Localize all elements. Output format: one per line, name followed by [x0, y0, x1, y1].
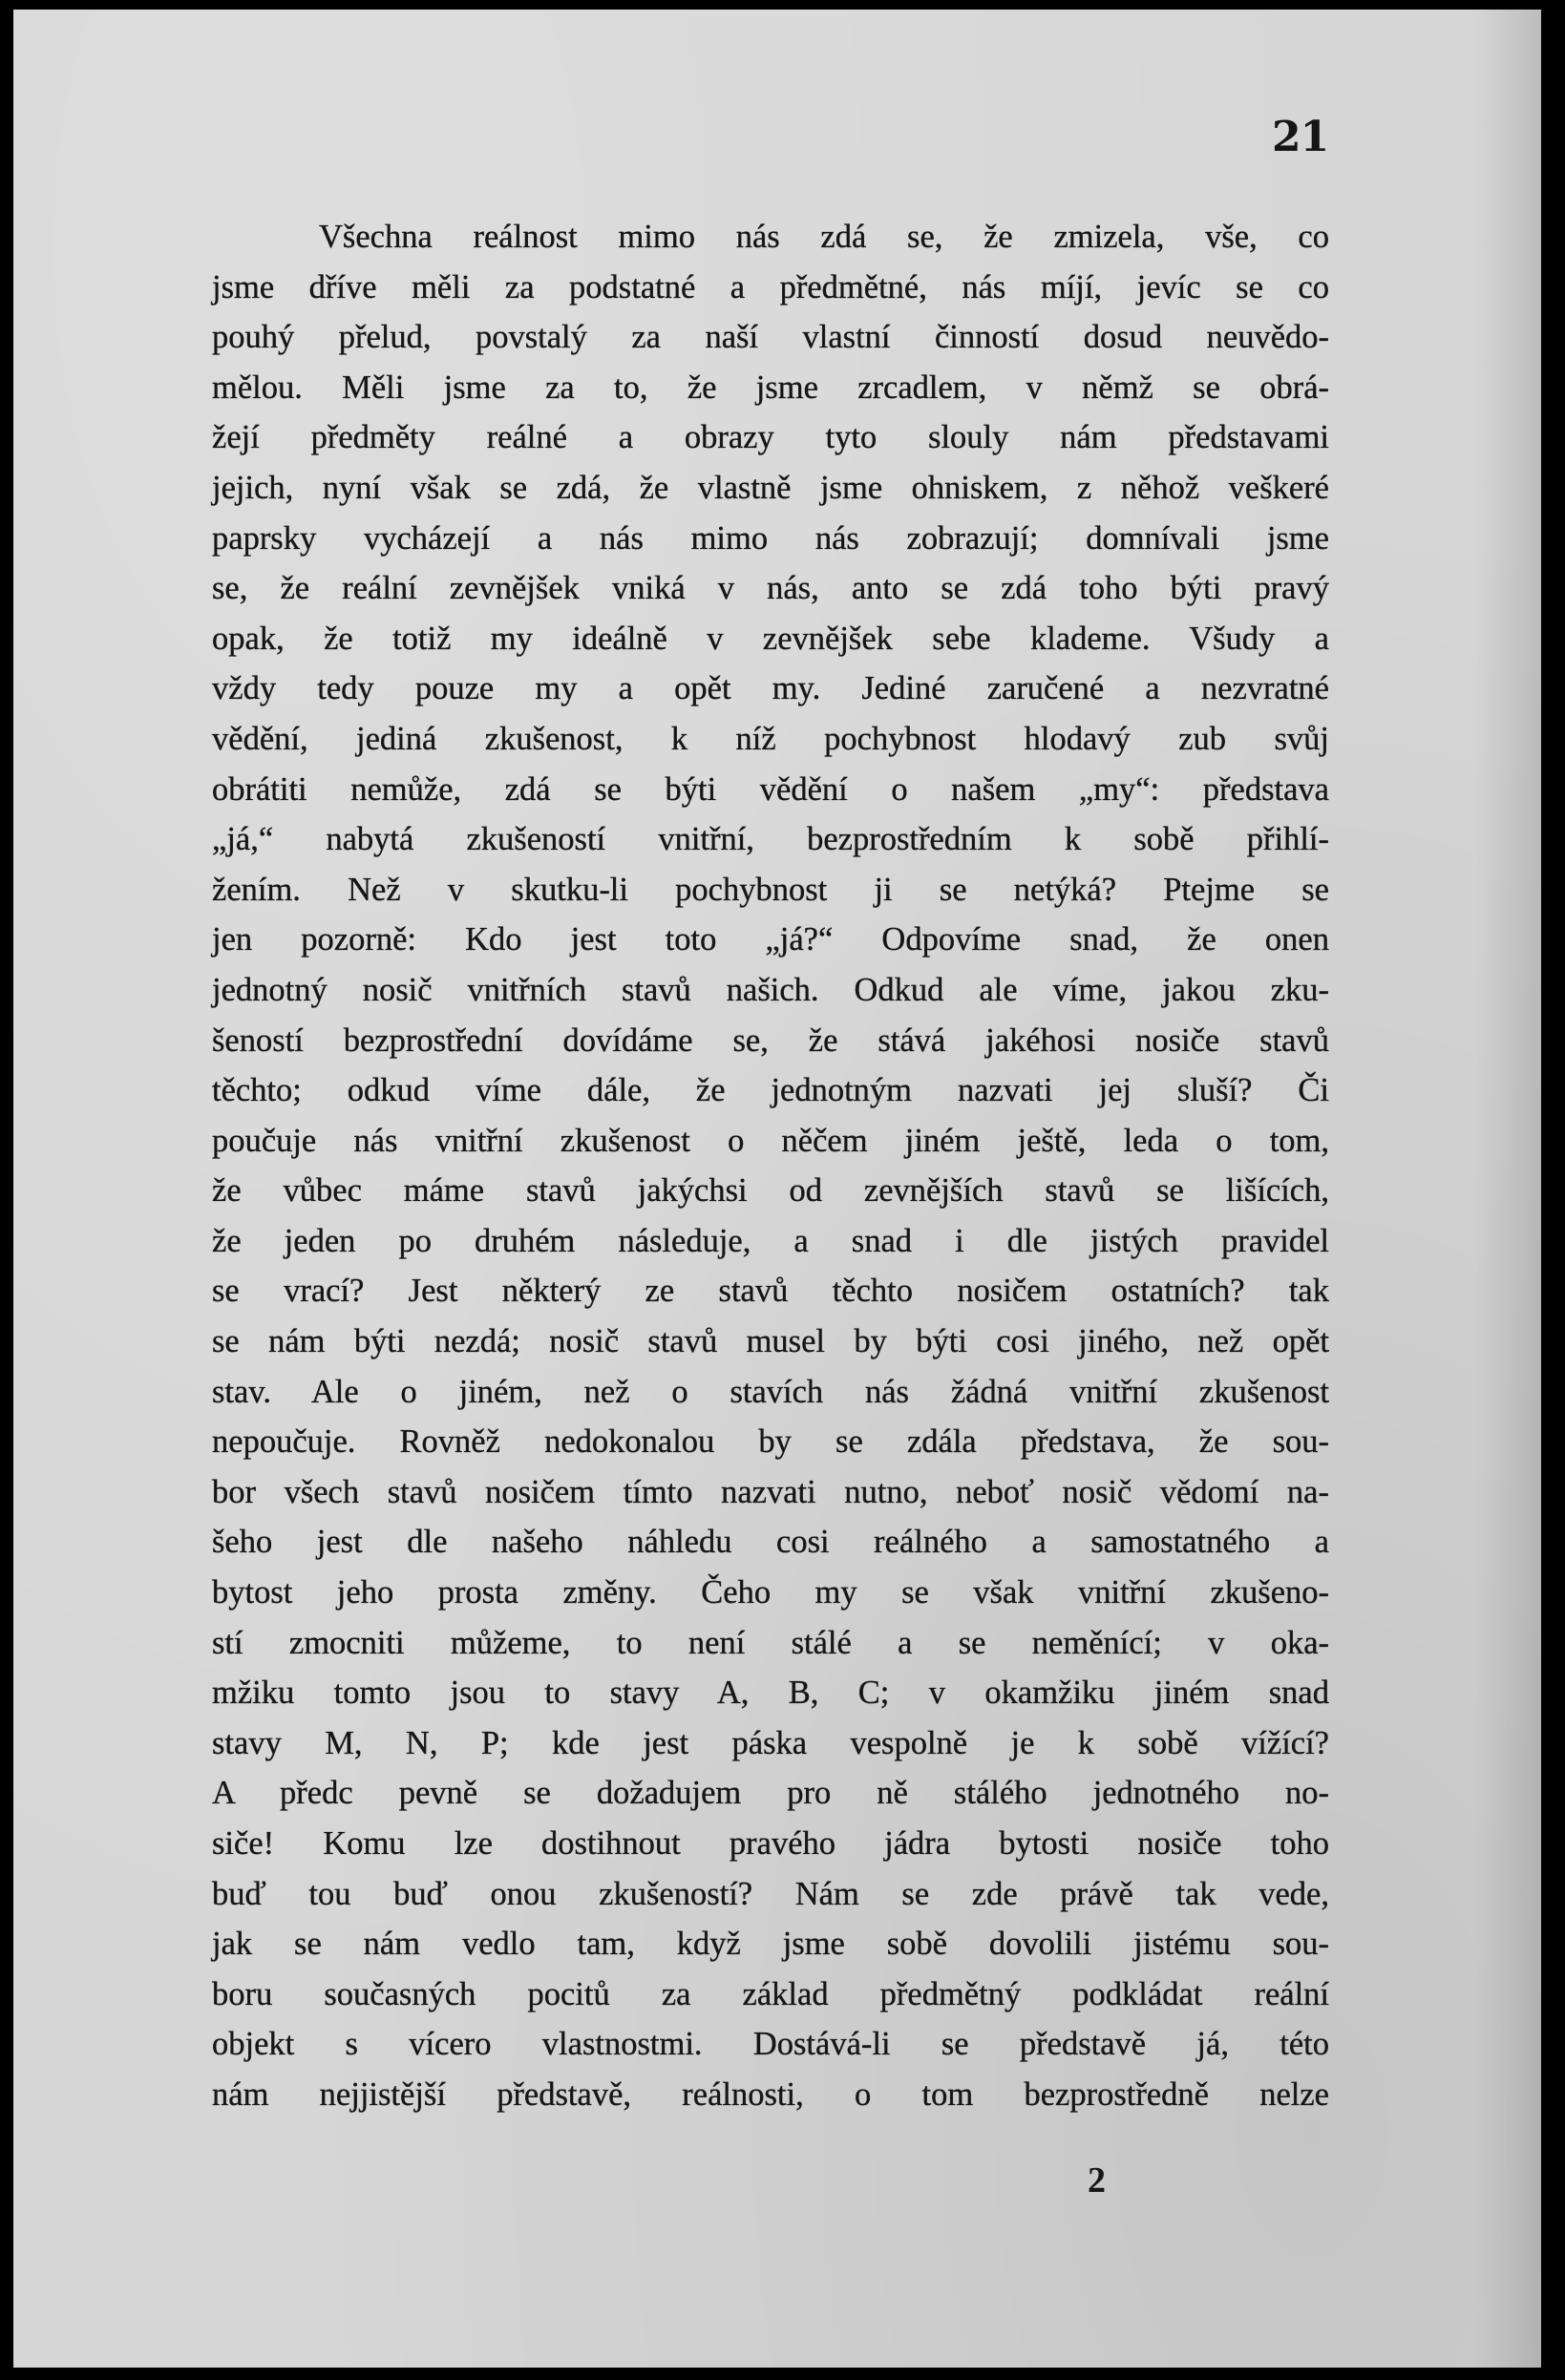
- text-line: stí zmocniti můžeme, to není stálé a se neměnící; v oka-: [212, 1624, 1329, 1661]
- text-line: žejí předměty reálné a obrazy tyto slouly nám představami: [212, 419, 1329, 456]
- text-line: jsme dříve měli za podstatné a předmětné, nás míjí, jevíc se co: [212, 268, 1329, 305]
- text-line: bor všech stavů nosičem tímto nazvati nutno, neboť nosič vědomí na-: [212, 1473, 1329, 1510]
- signature-mark: 21: [1272, 113, 1329, 161]
- text-line: šeho jest dle našeho náhledu cosi reálného a samostatného a: [212, 1524, 1329, 1561]
- text-line: objekt s vícero vlastnostmi. Dostává-li se představě já, této: [212, 2026, 1329, 2063]
- text-line: těchto; odkud víme dále, že jednotným nazvati jej sluší? Či: [212, 1072, 1329, 1109]
- text-line: vědění, jediná zkušenost, k níž pochybnost hlodavý zub svůj: [212, 720, 1329, 757]
- text-line: poučuje nás vnitřní zkušenost o něčem jiném ještě, leda o tom,: [212, 1122, 1329, 1159]
- text-line: nám nejjistější představě, reálnosti, o tom bezprostředně nelze: [212, 2075, 1329, 2113]
- text-line: jen pozorně: Kdo jest toto „já?“ Odpovíme snad, že onen: [212, 921, 1329, 958]
- text-line: že vůbec máme stavů jakýchsi od zevnějších stavů se lišících,: [212, 1172, 1329, 1210]
- text-line: opak, že totiž my ideálně v zevnějšek sebe klademe. Všudy a: [212, 620, 1329, 657]
- text-line: Všechna reálnost mimo nás zdá se, že zmizela, vše, co: [319, 219, 1329, 255]
- text-line: stav. Ale o jiném, než o stavích nás žádná vnitřní zkušenost: [212, 1373, 1329, 1410]
- text-line: jejich, nyní však se zdá, že vlastně jsme ohniskem, z něhož veškeré: [212, 469, 1329, 506]
- book-page: [13, 10, 1541, 2368]
- text-line: pouhý přelud, povstalý za naší vlastní činností dosud neuvědo-: [212, 319, 1329, 356]
- page-shadow: [1474, 10, 1541, 2368]
- text-line: obrátiti nemůže, zdá se býti vědění o našem „my“: představa: [212, 770, 1329, 808]
- text-line: stavy M, N, P; kde jest páska vespolně je k sobě vížící?: [212, 1724, 1329, 1761]
- text-line: boru současných pocitů za základ předmětný podkládat reální: [212, 1975, 1329, 2012]
- text-line: paprsky vycházejí a nás mimo nás zobrazují; domnívali jsme: [212, 519, 1329, 557]
- text-line: buď tou buď onou zkušeností? Nám se zde právě tak vede,: [212, 1875, 1329, 1912]
- text-line: mělou. Měli jsme za to, že jsme zrcadlem, v němž se obrá-: [212, 369, 1329, 406]
- text-line: nepoučuje. Rovněž nedokonalou by se zdála představa, že sou-: [212, 1423, 1329, 1461]
- body-text: [212, 212, 1329, 2120]
- text-line: se nám býti nezdá; nosič stavů musel by býti cosi jiného, než opět: [212, 1323, 1329, 1360]
- page-number: 2: [1088, 2160, 1106, 2201]
- text-line: se vrací? Jest některý ze stavů těchto nosičem ostatních? tak: [212, 1273, 1329, 1310]
- text-line: jednotný nosič vnitřních stavů našich. Odkud ale víme, jakou zku-: [212, 971, 1329, 1008]
- text-line: bytost jeho prosta změny. Čeho my se však vnitřní zkušeno-: [212, 1574, 1329, 1611]
- text-line: siče! Komu lze dostihnout pravého jádra bytosti nosiče toho: [212, 1825, 1329, 1862]
- text-line: vždy tedy pouze my a opět my. Jediné zaručené a nezvratné: [212, 670, 1329, 707]
- text-line: šeností bezprostřední dovídáme se, že stává jakéhosi nosiče stavů: [212, 1022, 1329, 1059]
- text-line: žením. Než v skutku-li pochybnost ji se netýká? Ptejme se: [212, 871, 1329, 908]
- text-line: že jeden po druhém následuje, a snad i dle jistých pravidel: [212, 1222, 1329, 1259]
- text-line: A předc pevně se dožadujem pro ně stálého jednotného no-: [212, 1775, 1329, 1812]
- text-line: „já,“ nabytá zkušeností vnitřní, bezprostředním k sobě přihlí-: [212, 821, 1329, 858]
- text-line: mžiku tomto jsou to stavy A, B, C; v okamžiku jiném snad: [212, 1674, 1329, 1712]
- text-line: se, že reální zevnějšek vniká v nás, anto se zdá toho býti pravý: [212, 570, 1329, 607]
- text-line: jak se nám vedlo tam, když jsme sobě dovolili jistému sou-: [212, 1926, 1329, 1963]
